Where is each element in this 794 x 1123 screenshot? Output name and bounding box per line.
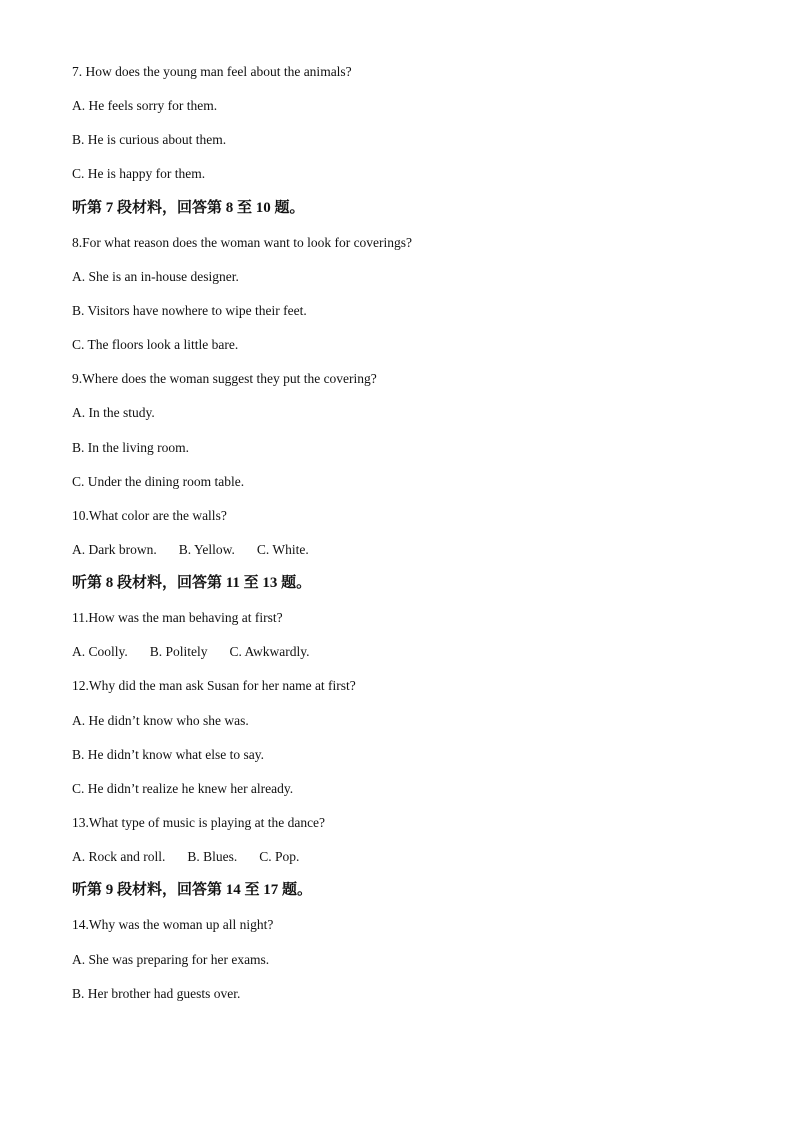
q13-options: [72, 848, 299, 866]
q14-option-b: B. Her brother had guests over.: [72, 986, 241, 1001]
q9-option-c: C. Under the dining room table.: [72, 474, 245, 489]
q8-option-c: C. The floors look a little bare.: [72, 337, 239, 352]
q13-option-c: C. Pop.: [259, 849, 300, 864]
q9-option-a: A. In the study.: [72, 405, 155, 420]
section-heading-7: 听第 7 段材料，回答第 8 至 10 题。: [72, 200, 305, 216]
q13-option-b: B. Blues.: [187, 849, 238, 864]
q12-option-c: C. He didn’t realize he knew her already.: [72, 781, 294, 796]
question-8: 8.For what reason does the woman want to look for coverings?: [72, 235, 413, 250]
question-9: 9.Where does the woman suggest they put the covering?: [72, 371, 377, 386]
q11-options: [72, 643, 310, 661]
q9-option-b: B. In the living room.: [72, 440, 189, 455]
q10-options: [72, 541, 309, 559]
q8-option-b: B. Visitors have nowhere to wipe their feet.: [72, 303, 307, 318]
question-13: 13.What type of music is playing at the dance?: [72, 815, 326, 830]
q10-option-b: B. Yellow.: [178, 542, 235, 557]
section-heading-9: 听第 9 段材料，回答第 14 至 17 题。: [72, 882, 313, 898]
q14-option-a: A. She was preparing for her exams.: [72, 952, 270, 967]
question-7: 7. How does the young man feel about the animals?: [72, 64, 352, 79]
question-11: 11.How was the man behaving at first?: [72, 610, 283, 625]
q7-option-a: A. He feels sorry for them.: [72, 98, 218, 113]
q8-option-a: A. She is an in-house designer.: [72, 269, 239, 284]
q11-option-b: B. Politely: [149, 644, 208, 659]
q12-option-b: B. He didn’t know what else to say.: [72, 747, 264, 762]
question-10: 10.What color are the walls?: [72, 508, 227, 523]
question-14: 14.Why was the woman up all night?: [72, 917, 274, 932]
question-12: 12.Why did the man ask Susan for her name at first?: [72, 678, 356, 693]
q7-option-b: B. He is curious about them.: [72, 132, 227, 147]
q11-option-c: C. Awkwardly.: [229, 644, 310, 659]
q7-option-c: C. He is happy for them.: [72, 166, 206, 181]
q11-option-a: A. Coolly.: [72, 644, 128, 659]
section-heading-8: 听第 8 段材料，回答第 11 至 13 题。: [72, 575, 312, 591]
q10-option-a: A. Dark brown.: [72, 542, 157, 557]
q10-option-c: C. White.: [256, 542, 309, 557]
q13-option-a: A. Rock and roll.: [72, 849, 166, 864]
q12-option-a: A. He didn’t know who she was.: [72, 713, 249, 728]
